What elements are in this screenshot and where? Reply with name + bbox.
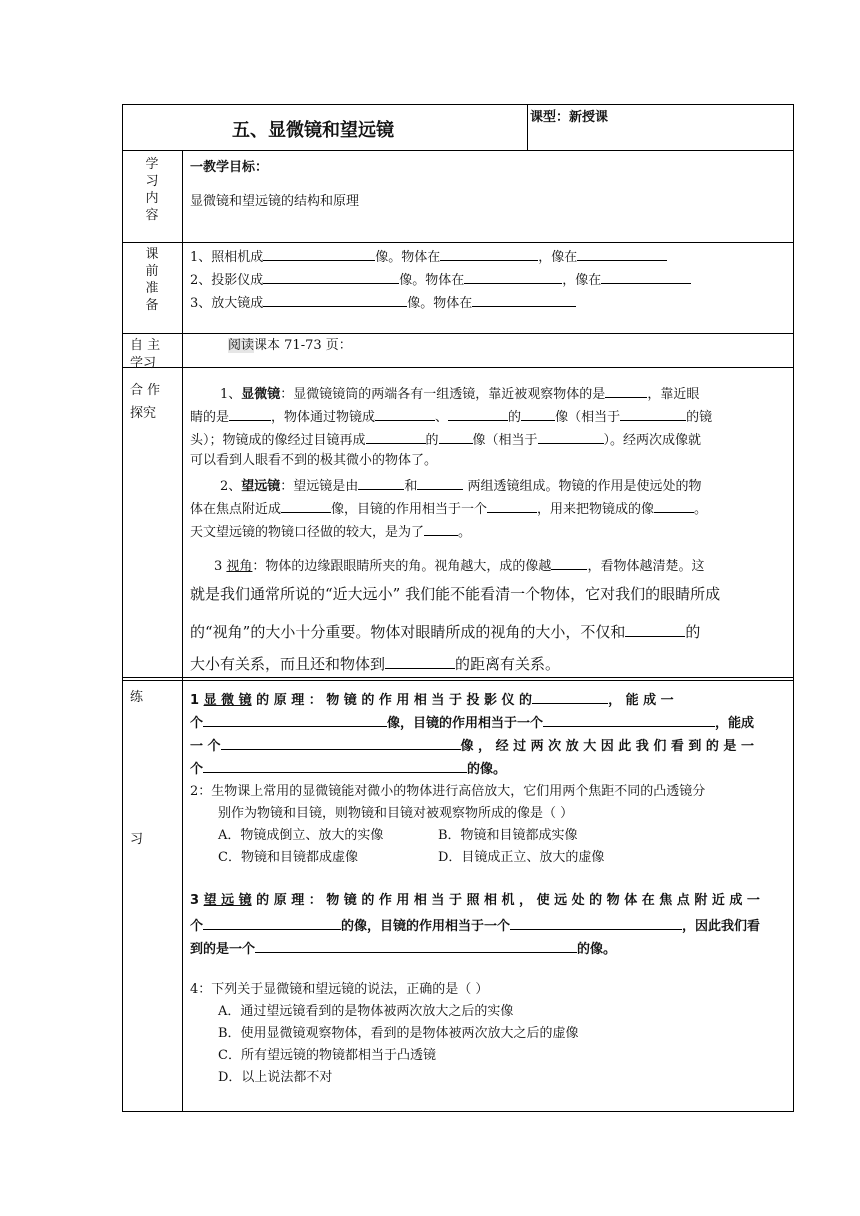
blank [538, 430, 604, 444]
row-divider [123, 677, 793, 678]
blank [605, 384, 647, 398]
row-label-self-1: 自 主 [130, 338, 161, 353]
label-char: 前 [145, 264, 159, 279]
blank [448, 407, 508, 421]
row-label-prep [132, 246, 172, 314]
blank [601, 270, 691, 284]
q2-option-a: A．物镜成倒立、放大的实像 [218, 828, 384, 843]
text: 。 [694, 502, 708, 517]
text: ， 能 成 一 [608, 693, 674, 708]
text: ，看物体越清楚。这 [587, 559, 705, 574]
label-char: 习 [145, 174, 159, 189]
row-divider [123, 150, 793, 151]
text: ：显微镜镜筒的两端各有一组透镜，靠近被观察物体的是 [280, 387, 606, 402]
text: 像。物体在 [399, 273, 465, 288]
text: 和 [404, 479, 418, 494]
text: ，靠近眼 [647, 387, 700, 402]
q4-option-d: D．以上说法都不对 [218, 1070, 333, 1085]
text: ，用来把物镜成的像 [537, 502, 655, 517]
q4-option-b: B．使用显微镜观察物体，看到的是物体被两次放大之后的虚像 [218, 1026, 579, 1041]
row-divider [123, 333, 793, 334]
blank [551, 556, 587, 570]
text: ：物体的边缘跟眼睛所夹的角。视角越大，成的像越 [252, 559, 552, 574]
text: 像。物体在 [407, 296, 473, 311]
blank [203, 713, 387, 727]
text: ，物体通过物镜成 [271, 410, 376, 425]
text: 像。物体在 [375, 250, 441, 265]
telescope-line-1 [220, 476, 701, 495]
text: 头）；物镜成的像经过目镜再成 [190, 433, 366, 448]
text: 、 [435, 410, 449, 425]
q1-line-2 [190, 713, 754, 732]
label-char: 准 [145, 281, 159, 296]
text: 个 [190, 762, 204, 777]
text: 像（相当于 [472, 433, 538, 448]
q4-stem: 4：下列关于显微镜和望远镜的说法，正确的是（ ） [190, 982, 489, 997]
label-char: 学 [145, 157, 159, 172]
blank [464, 270, 562, 284]
text: 到的是一个 [190, 942, 256, 957]
label-column-divider [182, 150, 183, 1111]
blank [440, 247, 538, 261]
microscope-line-4: 可以看到人眼看不到的极其微小的物体了。 [190, 453, 438, 468]
text: 的 原 理 ： 物 镜 的 作 用 相 当 于 投 影 仪 的 [251, 693, 533, 708]
text: ）。经两次成像就 [603, 433, 702, 448]
text: 的 原 理 ： 物 镜 的 作 用 相 当 于 照 相 机 ， 使 远 处 的 物 体 在 焦 点 附 近 成 一 [251, 893, 760, 908]
blank [375, 407, 435, 421]
blank [487, 499, 537, 513]
microscope-line-3 [190, 430, 701, 449]
telescope-line-2 [190, 499, 707, 518]
row-divider [122, 680, 794, 681]
visual-angle-line-2: 就是我们通常所说的“近大远小” 我们能不能看清一个物体，它对我们的眼睛所成 [190, 585, 721, 603]
text: 的 [425, 433, 439, 448]
objective-heading: 一教学目标： [190, 160, 269, 175]
term: 望 远 镜 [203, 893, 252, 908]
row-label-coop-1: 合 作 [130, 383, 161, 398]
text: 像（相当于 [555, 410, 621, 425]
blank [543, 713, 715, 727]
row-label-coop-2: 探究 [130, 406, 157, 421]
blank [229, 407, 271, 421]
blank [625, 623, 685, 637]
blank [366, 430, 426, 444]
text: 天文望远镜的物镜口径做的较大，是为了 [190, 525, 425, 540]
text: 1、照相机成 [190, 250, 264, 265]
reading-instruction [228, 338, 352, 354]
text: 。 [458, 525, 472, 540]
prep-line-2 [190, 270, 691, 289]
text: ：望远镜是由 [280, 479, 359, 494]
blank [532, 690, 608, 704]
text: 的像。 [577, 942, 617, 957]
blank [510, 916, 682, 930]
lesson-type: 课型：新授课 [530, 110, 609, 125]
text: 3 [214, 559, 227, 574]
text: 的镜 [686, 410, 713, 425]
visual-angle-line-4 [190, 655, 560, 672]
blank [203, 916, 341, 930]
highlighted-text: 阅读 [228, 338, 255, 353]
row-label-self-2: 学习 [130, 356, 157, 371]
row-label-practice-2: 习 [130, 832, 144, 847]
text: 1、 [220, 387, 242, 402]
microscope-line-1 [220, 384, 699, 403]
q1-line-1 [190, 690, 674, 709]
row-divider [123, 242, 793, 243]
text: 体在焦点附近成 [190, 502, 282, 517]
blank [255, 939, 577, 953]
telescope-line-3 [190, 522, 471, 541]
q2-stem-2: 别作为物镜和目镜，则物镜和目镜对被观察物所成的像是（ ） [218, 806, 574, 821]
term: 显 微 镜 [203, 693, 252, 708]
text: 的 [508, 410, 522, 425]
blank [281, 499, 331, 513]
text: ，像在 [562, 273, 602, 288]
text: 3 [190, 893, 204, 908]
blank [620, 407, 686, 421]
blank [417, 476, 463, 490]
text: 两组透镜组成。物镜的作用是使远处的物 [463, 479, 702, 494]
blank [263, 293, 407, 307]
text: ，像在 [538, 250, 578, 265]
q3-line-2 [190, 916, 760, 935]
text: 一 个 [190, 739, 221, 754]
blank [472, 293, 576, 307]
text: 的距离有关系。 [455, 655, 561, 673]
text: 个 [190, 716, 204, 731]
blank [358, 476, 404, 490]
header-divider [527, 105, 528, 150]
blank [221, 736, 461, 750]
objective-content: 显微镜和望远镜的结构和原理 [190, 194, 360, 209]
blank [263, 270, 399, 284]
term: 视角 [226, 559, 253, 574]
text: 的 [685, 623, 701, 641]
text: 3、放大镜成 [190, 296, 264, 311]
blank [521, 407, 555, 421]
page-title: 五、显微镜和望远镜 [232, 120, 394, 141]
text: 2、 [220, 479, 242, 494]
text: ，能成 [715, 716, 755, 731]
blank [654, 499, 694, 513]
q3-line-1 [190, 893, 760, 909]
text: 像 ， 经 过 两 次 放 大 因 此 我 们 看 到 的 是 一 [460, 739, 754, 754]
row-label-practice-1: 练 [130, 690, 144, 705]
term: 望远镜 [241, 479, 281, 494]
text: 的像，目镜的作用相当于一个 [341, 919, 511, 934]
label-char: 备 [145, 298, 159, 313]
q3-line-3 [190, 939, 616, 958]
row-divider [123, 367, 793, 368]
blank [203, 759, 467, 773]
visual-angle-line-3 [190, 623, 700, 640]
q2-option-c: C．物镜和目镜都成虚像 [218, 850, 358, 865]
q1-line-3 [190, 736, 754, 755]
label-char: 课 [145, 247, 159, 262]
q2-stem-1: 2：生物课上常用的显微镜能对微小的物体进行高倍放大，它们用两个焦距不同的凸透镜分 [190, 784, 706, 799]
q4-option-a: A．通过望远镜看到的是物体被两次放大之后的实像 [218, 1004, 514, 1019]
blank [385, 655, 455, 669]
text: 个 [190, 919, 204, 934]
q1-line-4 [190, 759, 506, 778]
text: 2、投影仪成 [190, 273, 264, 288]
q2-option-d: D．目镜成正立、放大的虚像 [438, 850, 605, 865]
blank [439, 430, 473, 444]
microscope-line-2 [190, 407, 712, 426]
text: 像，目镜的作用相当于一个 [331, 502, 488, 517]
text: 睛的是 [190, 410, 230, 425]
q2-option-b: B．物镜和目镜都成实像 [438, 828, 578, 843]
text: 像，目镜的作用相当于一个 [387, 716, 544, 731]
blank [263, 247, 375, 261]
text: 课本 71-73 页： [254, 338, 352, 353]
text: 1 [190, 693, 204, 708]
text: 的像。 [467, 762, 507, 777]
label-char: 容 [145, 208, 159, 223]
text: ，因此我们看 [682, 919, 761, 934]
prep-line-3 [190, 293, 576, 312]
blank [424, 522, 458, 536]
label-char: 内 [145, 191, 159, 206]
term: 显微镜 [241, 387, 281, 402]
q4-option-c: C．所有望远镜的物镜都相当于凸透镜 [218, 1048, 436, 1063]
text: 的“视角”的大小十分重要。物体对眼睛所成的视角的大小，不仅和 [190, 623, 626, 641]
blank [577, 247, 667, 261]
row-label-study [132, 156, 172, 224]
visual-angle-line-1 [214, 556, 704, 575]
text: 大小有关系，而且还和物体到 [190, 655, 386, 673]
prep-line-1 [190, 247, 667, 266]
